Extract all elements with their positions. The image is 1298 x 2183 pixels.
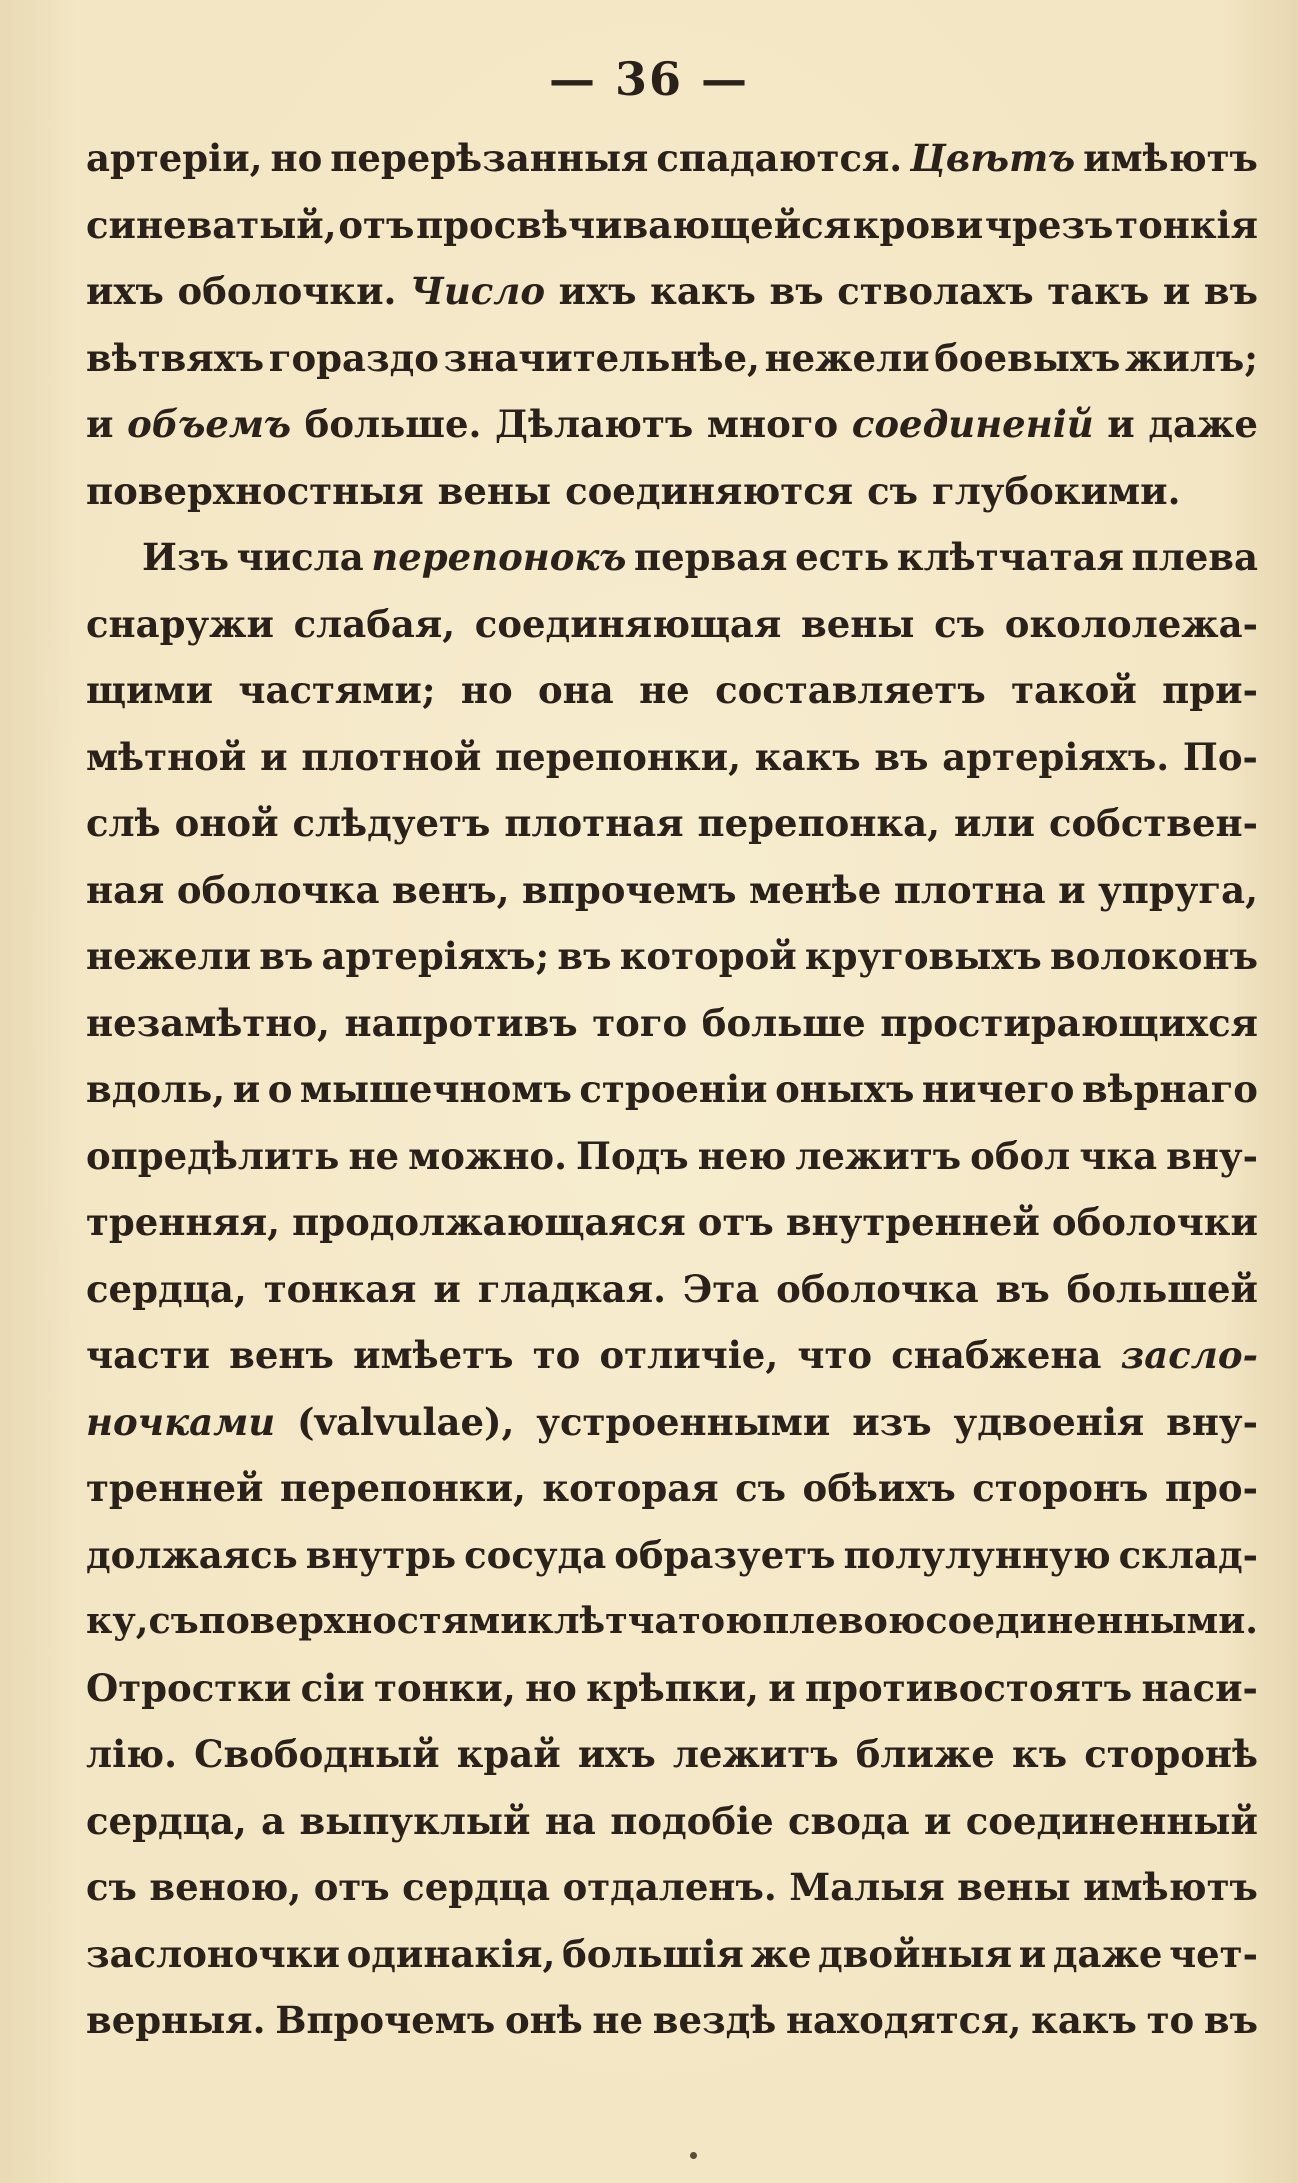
word: соединенными. bbox=[925, 1599, 1258, 1642]
word: нею bbox=[697, 1133, 787, 1178]
word: части bbox=[86, 1333, 210, 1377]
text-line bbox=[86, 668, 1258, 735]
word: съ bbox=[934, 601, 986, 646]
text-line bbox=[86, 402, 1258, 469]
word: ничего bbox=[921, 1067, 1075, 1111]
word: числа bbox=[236, 535, 364, 579]
page-number: — 36 — bbox=[548, 52, 750, 106]
word: слѣдуетъ bbox=[292, 801, 491, 845]
word: которая bbox=[542, 1466, 719, 1510]
word: ихъ bbox=[558, 269, 637, 313]
word: поверхностныя bbox=[86, 468, 424, 513]
word: отъ bbox=[338, 202, 415, 247]
word: ная bbox=[86, 867, 165, 912]
word: жилъ; bbox=[1125, 335, 1258, 380]
word: и bbox=[768, 1665, 796, 1710]
word: съ bbox=[735, 1466, 787, 1510]
word: Свободный bbox=[194, 1732, 440, 1776]
word: или bbox=[953, 801, 1035, 845]
word: перепонки, bbox=[279, 1466, 526, 1510]
word: вѣрнаго bbox=[1081, 1067, 1258, 1111]
word: тренней bbox=[86, 1466, 264, 1510]
word: лію. bbox=[86, 1732, 177, 1776]
word: менѣе bbox=[749, 867, 882, 912]
word: щими bbox=[86, 668, 214, 712]
word: она bbox=[538, 668, 614, 712]
text-line bbox=[86, 136, 1258, 203]
word: синеватый, bbox=[86, 202, 337, 247]
word: снаружи bbox=[86, 601, 274, 646]
word: гладкая. bbox=[477, 1266, 666, 1311]
word: и bbox=[923, 1798, 952, 1843]
word: оболочка bbox=[176, 867, 380, 912]
word: образуетъ bbox=[614, 1532, 836, 1577]
word: продолжающаяся bbox=[292, 1200, 686, 1244]
text-line bbox=[86, 1998, 1258, 2065]
word: (valvulae), bbox=[297, 1399, 515, 1444]
word: такъ bbox=[1047, 269, 1150, 313]
word: того bbox=[592, 1000, 688, 1045]
word: поверхностями bbox=[198, 1599, 528, 1642]
word: въ bbox=[874, 734, 929, 779]
word: клѣтчатая bbox=[896, 535, 1124, 579]
word: окололежа- bbox=[1004, 601, 1258, 646]
word: круговыхъ bbox=[804, 934, 1042, 978]
word: подобіе bbox=[610, 1798, 774, 1843]
word: плева bbox=[1131, 535, 1258, 579]
word: соединяющая bbox=[474, 601, 782, 646]
word: плотна bbox=[893, 867, 1046, 912]
word: противостоятъ bbox=[805, 1665, 1133, 1710]
word: вены bbox=[801, 601, 915, 646]
word: къ bbox=[1011, 1732, 1068, 1776]
word: и bbox=[1162, 269, 1191, 313]
italic-term: объемъ bbox=[127, 402, 292, 446]
word: тонкія bbox=[1115, 202, 1258, 247]
word: глубокими. bbox=[932, 468, 1181, 513]
word: устроенными bbox=[536, 1399, 831, 1444]
word: По- bbox=[1182, 734, 1258, 779]
word: и bbox=[1018, 1931, 1047, 1976]
word: и bbox=[232, 1067, 261, 1111]
word: волоконъ bbox=[1049, 934, 1258, 978]
word: съ bbox=[86, 1865, 137, 1909]
word: клѣтчатою bbox=[527, 1599, 763, 1642]
word: вены bbox=[437, 468, 552, 513]
word: больше bbox=[701, 1000, 866, 1045]
text-line bbox=[86, 469, 1258, 536]
italic-term: ночками bbox=[86, 1399, 276, 1444]
word: незамѣтно, bbox=[86, 1000, 330, 1045]
word: сіи bbox=[300, 1665, 365, 1710]
word: Впрочемъ bbox=[275, 1998, 496, 2042]
word: а bbox=[261, 1798, 286, 1843]
word: мышечномъ bbox=[299, 1067, 572, 1111]
word: оболочки. bbox=[177, 269, 397, 313]
word: можно. bbox=[408, 1133, 567, 1178]
word: онѣ bbox=[504, 1998, 583, 2042]
word: гораздо bbox=[268, 335, 439, 380]
word: тренняя, bbox=[86, 1200, 281, 1244]
word: оныхъ bbox=[775, 1067, 915, 1111]
word: оболочка bbox=[776, 1266, 979, 1311]
word: напротивъ bbox=[344, 1000, 578, 1045]
word: отъ bbox=[313, 1865, 390, 1909]
word: сторонѣ bbox=[1084, 1732, 1258, 1776]
word: артеріяхъ; bbox=[321, 934, 550, 978]
text-line bbox=[86, 1067, 1258, 1134]
word: Дѣлаютъ bbox=[495, 402, 694, 446]
word: обол bbox=[970, 1133, 1071, 1178]
word: вездѣ bbox=[652, 1998, 777, 2042]
word: вну- bbox=[1166, 1399, 1258, 1444]
word: двойныя bbox=[818, 1931, 1013, 1976]
word: крови bbox=[852, 202, 984, 247]
text-line bbox=[86, 269, 1258, 336]
word: сердца, bbox=[86, 1798, 247, 1843]
word: соединяются bbox=[565, 468, 854, 513]
word: нежели bbox=[764, 335, 930, 380]
word: отъ bbox=[697, 1200, 774, 1244]
word: верныя. bbox=[86, 1998, 266, 2042]
word: слѣ bbox=[86, 801, 161, 845]
word: больше. bbox=[304, 402, 482, 446]
word: значительнѣе, bbox=[443, 335, 760, 380]
word: но bbox=[460, 668, 513, 712]
word: собствен- bbox=[1048, 801, 1258, 845]
text-line bbox=[86, 336, 1258, 403]
word: опредѣлить bbox=[86, 1133, 340, 1178]
word: ихъ bbox=[86, 269, 164, 313]
word: крѣпки, bbox=[586, 1665, 759, 1710]
word: тонкая bbox=[263, 1266, 417, 1311]
word: наси- bbox=[1141, 1665, 1258, 1710]
word: вну- bbox=[1166, 1133, 1258, 1178]
word: и bbox=[1058, 867, 1086, 912]
word: мѣтной bbox=[86, 734, 247, 779]
word: ку, bbox=[86, 1599, 149, 1642]
word: удвоенія bbox=[953, 1399, 1145, 1444]
word: и bbox=[86, 402, 114, 446]
word: свода bbox=[788, 1798, 910, 1843]
text-line bbox=[86, 934, 1258, 1001]
word: оболочки bbox=[1051, 1200, 1258, 1244]
word: много bbox=[706, 402, 839, 446]
word: первая bbox=[634, 535, 788, 579]
word: Подъ bbox=[576, 1133, 689, 1178]
word: сторонъ bbox=[972, 1466, 1149, 1510]
word: ближе bbox=[855, 1732, 995, 1776]
text-line bbox=[86, 1932, 1258, 1999]
text-line bbox=[86, 1666, 1258, 1733]
text-line bbox=[86, 1732, 1258, 1799]
word: отдаленъ. bbox=[562, 1865, 777, 1909]
word: ихъ bbox=[577, 1732, 656, 1776]
word: есть bbox=[795, 535, 890, 579]
word: сосуда bbox=[464, 1532, 607, 1577]
italic-term: соединеній bbox=[851, 402, 1094, 446]
word: просвѣчивающейся bbox=[416, 202, 852, 247]
word: въ bbox=[557, 934, 612, 978]
word: Эта bbox=[682, 1266, 760, 1311]
word: лежитъ bbox=[672, 1732, 839, 1776]
word: полулунную bbox=[843, 1532, 1111, 1577]
word: но bbox=[525, 1665, 577, 1710]
word: плевою bbox=[762, 1599, 926, 1642]
word: о bbox=[267, 1067, 293, 1111]
word: снабжена bbox=[891, 1333, 1102, 1377]
word: стволахъ bbox=[837, 269, 1034, 313]
word: имѣютъ bbox=[1083, 136, 1258, 180]
word: сердца, bbox=[86, 1266, 247, 1311]
word: простирающихся bbox=[880, 1000, 1258, 1045]
word: вѣтвяхъ bbox=[86, 335, 265, 380]
word: перепонки, bbox=[495, 734, 741, 779]
word: съ bbox=[148, 1599, 199, 1642]
text-line bbox=[86, 735, 1258, 802]
word: даже bbox=[1052, 1931, 1163, 1976]
text-line bbox=[86, 1200, 1258, 1267]
word: лежитъ bbox=[795, 1133, 962, 1178]
text-line bbox=[86, 868, 1258, 935]
word: въ bbox=[259, 934, 314, 978]
text-line bbox=[86, 1466, 1258, 1533]
word: частями; bbox=[238, 668, 436, 712]
word: составляетъ bbox=[715, 668, 986, 712]
word: въ bbox=[1203, 1998, 1258, 2042]
ink-speck bbox=[690, 2152, 697, 2159]
word: изъ bbox=[852, 1399, 932, 1444]
text-line bbox=[86, 1599, 1258, 1666]
word: какъ bbox=[1031, 1998, 1137, 2042]
word: какъ bbox=[650, 269, 756, 313]
body-text bbox=[86, 136, 1258, 2065]
word: съ bbox=[867, 468, 919, 513]
word: же bbox=[750, 1931, 812, 1976]
word: въ bbox=[769, 269, 824, 313]
word: соединенный bbox=[965, 1798, 1258, 1843]
word: строеніи bbox=[579, 1067, 768, 1111]
italic-term: Число bbox=[410, 269, 546, 313]
word: какъ bbox=[754, 734, 861, 779]
word: заслоночки bbox=[86, 1931, 340, 1976]
text-line bbox=[86, 602, 1258, 669]
word: то bbox=[1146, 1998, 1195, 2042]
word: артеріи, bbox=[86, 136, 263, 180]
word: обѣихъ bbox=[802, 1466, 956, 1510]
word: вены bbox=[957, 1865, 1071, 1909]
word: тонки, bbox=[374, 1665, 516, 1710]
italic-term: засло- bbox=[1120, 1333, 1258, 1377]
word: край bbox=[456, 1732, 561, 1776]
word: одинакія, bbox=[346, 1931, 556, 1976]
text-line bbox=[86, 1267, 1258, 1334]
word: плотная bbox=[504, 801, 684, 845]
word: венъ bbox=[229, 1333, 334, 1377]
word: чет- bbox=[1169, 1931, 1258, 1976]
word: Изъ bbox=[142, 535, 229, 579]
word: перерѣзанныя bbox=[330, 136, 649, 180]
word: веною, bbox=[149, 1865, 302, 1909]
word: впрочемъ bbox=[522, 867, 737, 912]
word: такой bbox=[1011, 668, 1137, 712]
word: оной bbox=[174, 801, 279, 845]
word: имѣютъ bbox=[1083, 1865, 1258, 1909]
text-line bbox=[86, 1400, 1258, 1467]
word: въ bbox=[995, 1266, 1050, 1311]
word: отличіе, bbox=[599, 1333, 779, 1377]
word: боевыхъ bbox=[934, 335, 1121, 380]
word: должаясь bbox=[86, 1532, 298, 1577]
text-line bbox=[86, 1333, 1258, 1400]
text-line bbox=[86, 1134, 1258, 1201]
italic-term: перепонокъ bbox=[371, 535, 627, 579]
word: не bbox=[348, 1133, 400, 1178]
word: выпуклый bbox=[299, 1798, 531, 1843]
word: склад- bbox=[1118, 1532, 1258, 1577]
word: даже bbox=[1148, 402, 1258, 446]
word: Малыя bbox=[789, 1865, 945, 1909]
word: и bbox=[1107, 402, 1135, 446]
word: вдоль, bbox=[86, 1067, 226, 1111]
word: на bbox=[544, 1798, 596, 1843]
text-line bbox=[86, 801, 1258, 868]
text-line bbox=[86, 1001, 1258, 1068]
word: не bbox=[592, 1998, 644, 2042]
word: то bbox=[532, 1333, 581, 1377]
word: плотной bbox=[301, 734, 482, 779]
word: не bbox=[639, 668, 690, 712]
word: имѣетъ bbox=[353, 1333, 514, 1377]
word: упруга, bbox=[1098, 867, 1258, 912]
word: что bbox=[797, 1333, 873, 1377]
word: артеріяхъ. bbox=[942, 734, 1170, 779]
word: чка bbox=[1079, 1133, 1158, 1178]
word: большей bbox=[1066, 1266, 1258, 1311]
word: про- bbox=[1164, 1466, 1258, 1510]
word: нежели bbox=[86, 934, 252, 978]
word: перепонка, bbox=[697, 801, 940, 845]
word: большія bbox=[562, 1931, 744, 1976]
word: сердца bbox=[402, 1865, 551, 1909]
word: которой bbox=[619, 934, 797, 978]
word: слабая, bbox=[293, 601, 456, 646]
text-line bbox=[86, 203, 1258, 270]
text-line bbox=[86, 1865, 1258, 1932]
word: и bbox=[433, 1266, 461, 1311]
word: и bbox=[260, 734, 288, 779]
text-line bbox=[86, 1799, 1258, 1866]
italic-term: Цвѣтъ bbox=[910, 136, 1076, 180]
word: чрезъ bbox=[984, 202, 1114, 247]
word: но bbox=[270, 136, 323, 180]
word: внутрь bbox=[305, 1532, 457, 1577]
word: въ bbox=[1203, 269, 1258, 313]
word: находятся, bbox=[785, 1998, 1022, 2042]
text-line bbox=[86, 1533, 1258, 1600]
text-line bbox=[86, 535, 1258, 602]
word: при- bbox=[1162, 668, 1258, 712]
word: Отростки bbox=[86, 1665, 292, 1710]
word: венъ, bbox=[391, 867, 510, 912]
word: спадаются. bbox=[656, 136, 903, 180]
word: внутренней bbox=[785, 1200, 1040, 1244]
